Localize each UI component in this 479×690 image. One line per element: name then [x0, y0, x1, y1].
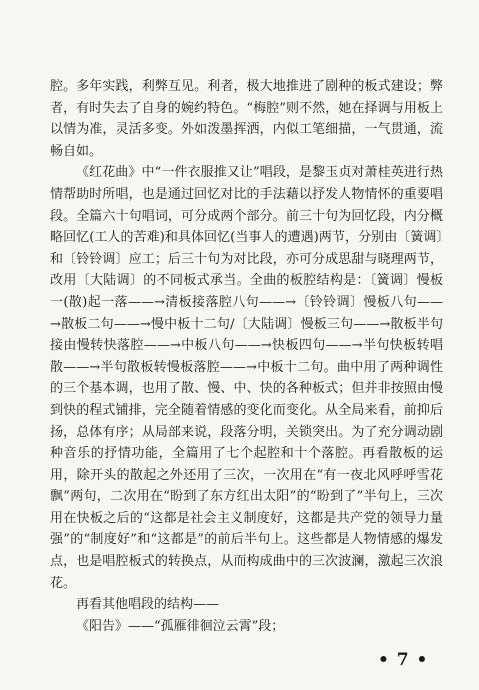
paragraph-honghuaqu: 《红花曲》中“一件衣服推又让”唱段，是黎玉贞对萧桂英进行热情帮助时所唱，也是通过回忆对比的手法藉以抒发人物情怀的重要唱段。全篇六十句唱词，可分成两个部分。前三十句为回忆段，内分概略回忆(工人的苦难)和具体回忆(当事人的遭遇)两节，分别由〔簧调〕和〔铃铃调〕应工；后三十句为对比段，亦可分成思甜与晓理两节，改用〔大陆调〕的不同板式承当。全曲的板腔结构是：〔簧调〕慢板一(散)起一落——→清板接落腔八句——→〔铃铃调〕慢板八句——→散板二句——→慢中板十二句/〔大陆调〕慢板三句——→散板半句接由慢转快落腔——→中板八句——→快板四句——→半句快板转唱散——→半句散板转慢板落腔——→中板十二句。曲中用了两种调性的三个基本调，也用了散、慢、中、快的各种板式；但并非按照由慢到快的程式铺排，完全随着情感的变化而变化。从全局来看，前抑后扬，总体有序；从局部来说，段落分明，关锁突出。为了充分调动剧种音乐的抒情功能，全篇用了七个起腔和十个落腔。再看散板的运用，除开头的散起之外还用了三次，一次用在“有一夜北风呼呼雪花飘”两句，二次用在“盼到了东方红出太阳”的“盼到了”半句上，三次用在快板之后的“这都是社会主义制度好，这都是共产党的领导力量强”的“制度好”和“这都是”的前后半句上。这些都是人物情感的爆发点，也是唱腔板式的转换点，从而构成曲中的三次波澜，激起三次浪花。: [50, 165, 443, 591]
paragraph-yanggao: 《阳告》——“孤雁徘徊泣云霄”段；: [76, 618, 285, 634]
page-number: • 7 •: [378, 650, 429, 670]
paragraph-other-structures: 再看其他唱段的结构——: [76, 597, 220, 613]
paragraph-continued: 腔。多年实践，利弊互见。利者，极大地推进了剧种的板式建设；弊者，有时失去了自身的婉约特色。“梅腔”则不然，她在择调与用板上以情为准，灵活多变。外如泼墨挥洒，内似工笔细描，一气贯通，流畅自如。: [50, 79, 443, 159]
body-text: [50, 76, 443, 637]
